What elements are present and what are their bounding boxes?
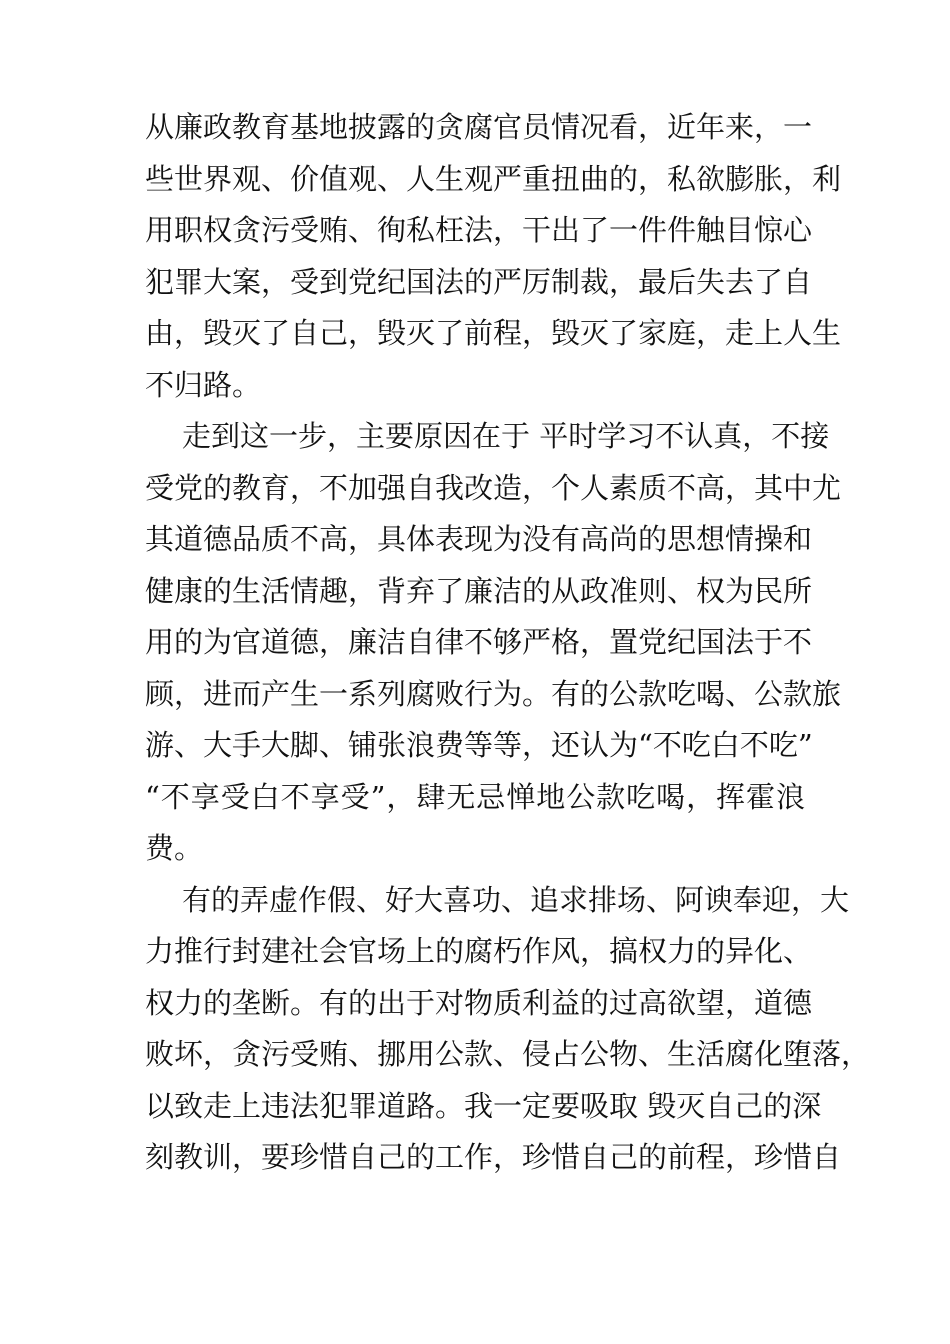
text-line: 用的为官道德，廉洁自律不够严格，置党纪国法于不 [145,625,813,659]
text-line: 力推行封建社会官场上的腐朽作风，搞权力的异化、 [145,934,813,968]
text-line: 从廉政教育基地披露的贪腐官员情况看，近年来，一 [145,110,813,144]
text-line: 走到这一步，主要原因在于 平时学习不认真，不接 [182,419,830,453]
text-line: 犯罪大案，受到党纪国法的严厉制裁，最后失去了自 [145,264,813,299]
text-line: 顾，进而产生一系列腐败行为。有的公款吃喝、公款旅 [145,676,842,711]
text-line: 权力的垄断。有的出于对物质利益的过高欲望，道德 [145,985,813,1020]
text-line: 由，毁灭了自己，毁灭了前程，毁灭了家庭，走上人生 [145,316,842,350]
text-line: 其道德品质不高，具体表现为没有高尚的思想情操和 [145,522,813,556]
paragraph-2 [145,411,842,875]
text-line: 受党的教育，不加强自我改造，个人素质不高，其中尤 [145,470,842,505]
text-line: 以致走上违法犯罪道路。我一定要吸取 毁灭自己的深 [145,1088,822,1123]
text-line: 游、大手大脚、铺张浪费等等，还认为“不吃白不吃” [145,728,813,762]
text-line: “不享受白不享受”，肆无忌惮地公款吃喝，挥霍浪 [145,779,805,814]
text-line: 败坏，贪污受贿、挪用公款、侵占公物、生活腐化堕落， [145,1037,871,1071]
paragraph-3 [145,875,871,1184]
text-line: 费。 [145,831,204,865]
text-line: 些世界观、价值观、人生观严重扭曲的，私欲膨胀，利 [145,161,842,196]
text-line: 有的弄虚作假、好大喜功、追求排场、阿谀奉迎，大 [182,882,850,917]
text-line: 用职权贪污受贿、徇私枉法，干出了一件件触目惊心 [145,213,813,247]
text-line: 健康的生活情趣，背弃了廉洁的从政准则、权为民所 [145,573,813,608]
paragraph-1 [145,102,842,411]
text-line: 不归路。 [145,367,262,402]
body-text [145,102,871,1184]
text-line: 刻教训，要珍惜自己的工作，珍惜自己的前程，珍惜自 [145,1140,842,1174]
